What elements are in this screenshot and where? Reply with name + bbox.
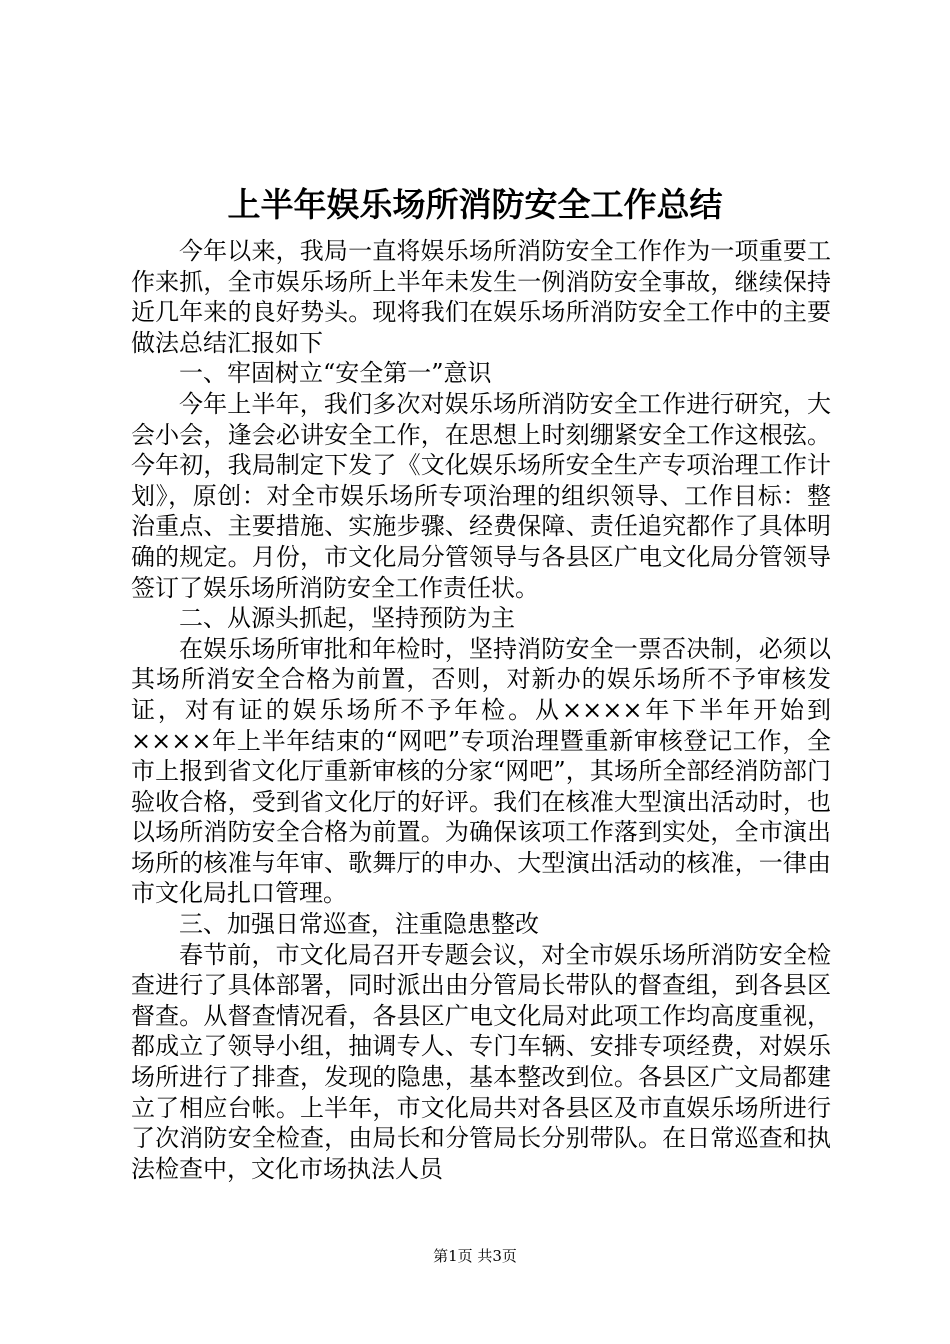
paragraph-section-3: 春节前，市文化局召开专题会议，对全市娱乐场所消防安全检查进行了具体部署，同时派出由分管局长带队的督查组，到各县区督查。从督查情况看，各县区广电文化局对此项工作均高度重视，都成立了领导小组，抽调专人、专门车辆、安排专项经费，对娱乐场所进行了排查，发现的隐患，基本整改到位。各县区广文局都建立了相应台帐。上半年，市文化局共对各县区及市直娱乐场所进行了次消防安全检查，由局长和分管局长分别带队。在日常巡查和执法检查中，文化市场执法人员 xyxy=(131,940,831,1183)
section-heading-1: 一、牢固树立“安全第一”意识 xyxy=(179,359,492,388)
paragraph-section-2: 在娱乐场所审批和年检时，坚持消防安全一票否决制，必须以其场所消安全合格为前置，否则，对新办的娱乐场所不予审核发证，对有证的娱乐场所不予年检。从××××年下半年开始到××××年上半年结束的“网吧”专项治理暨重新审核登记工作，全市上报到省文化厅重新审核的分家“网吧”，其场所全部经消防部门验收合格，受到省文化厅的好评。我们在核准大型演出活动时，也以场所消防安全合格为前置。为确保该项工作落到实处，全市演出场所的核准与年审、歌舞厅的申办、大型演出活动的核准，一律由市文化局扎口管理。 xyxy=(131,634,831,908)
page-footer: 第1页 共3页 xyxy=(433,1247,517,1265)
document-title: 上半年娱乐场所消防安全工作总结 xyxy=(227,185,723,224)
document-body xyxy=(131,236,831,1184)
paragraph-intro: 今年以来，我局一直将娱乐场所消防安全工作作为一项重要工作来抓，全市娱乐场所上半年未发生一例消防安全事故，继续保持近几年来的良好势头。现将我们在娱乐场所消防安全工作中的主要做法总结汇报如下 xyxy=(131,237,831,357)
section-heading-2: 二、从源头抓起，坚持预防为主 xyxy=(179,604,515,633)
paragraph-section-1: 今年上半年，我们多次对娱乐场所消防安全工作进行研究，大会小会，逢会必讲安全工作，在思想上时刻绷紧安全工作这根弦。今年初，我局制定下发了《文化娱乐场所安全生产专项治理工作计划》，原创：对全市娱乐场所专项治理的组织领导、工作目标：整治重点、主要措施、实施步骤、经费保障、责任追究都作了具体明确的规定。月份，市文化局分管领导与各县区广电文化局分管领导签订了娱乐场所消防安全工作责任状。 xyxy=(131,389,831,602)
section-heading-3: 三、加强日常巡查，注重隐患整改 xyxy=(179,910,539,939)
